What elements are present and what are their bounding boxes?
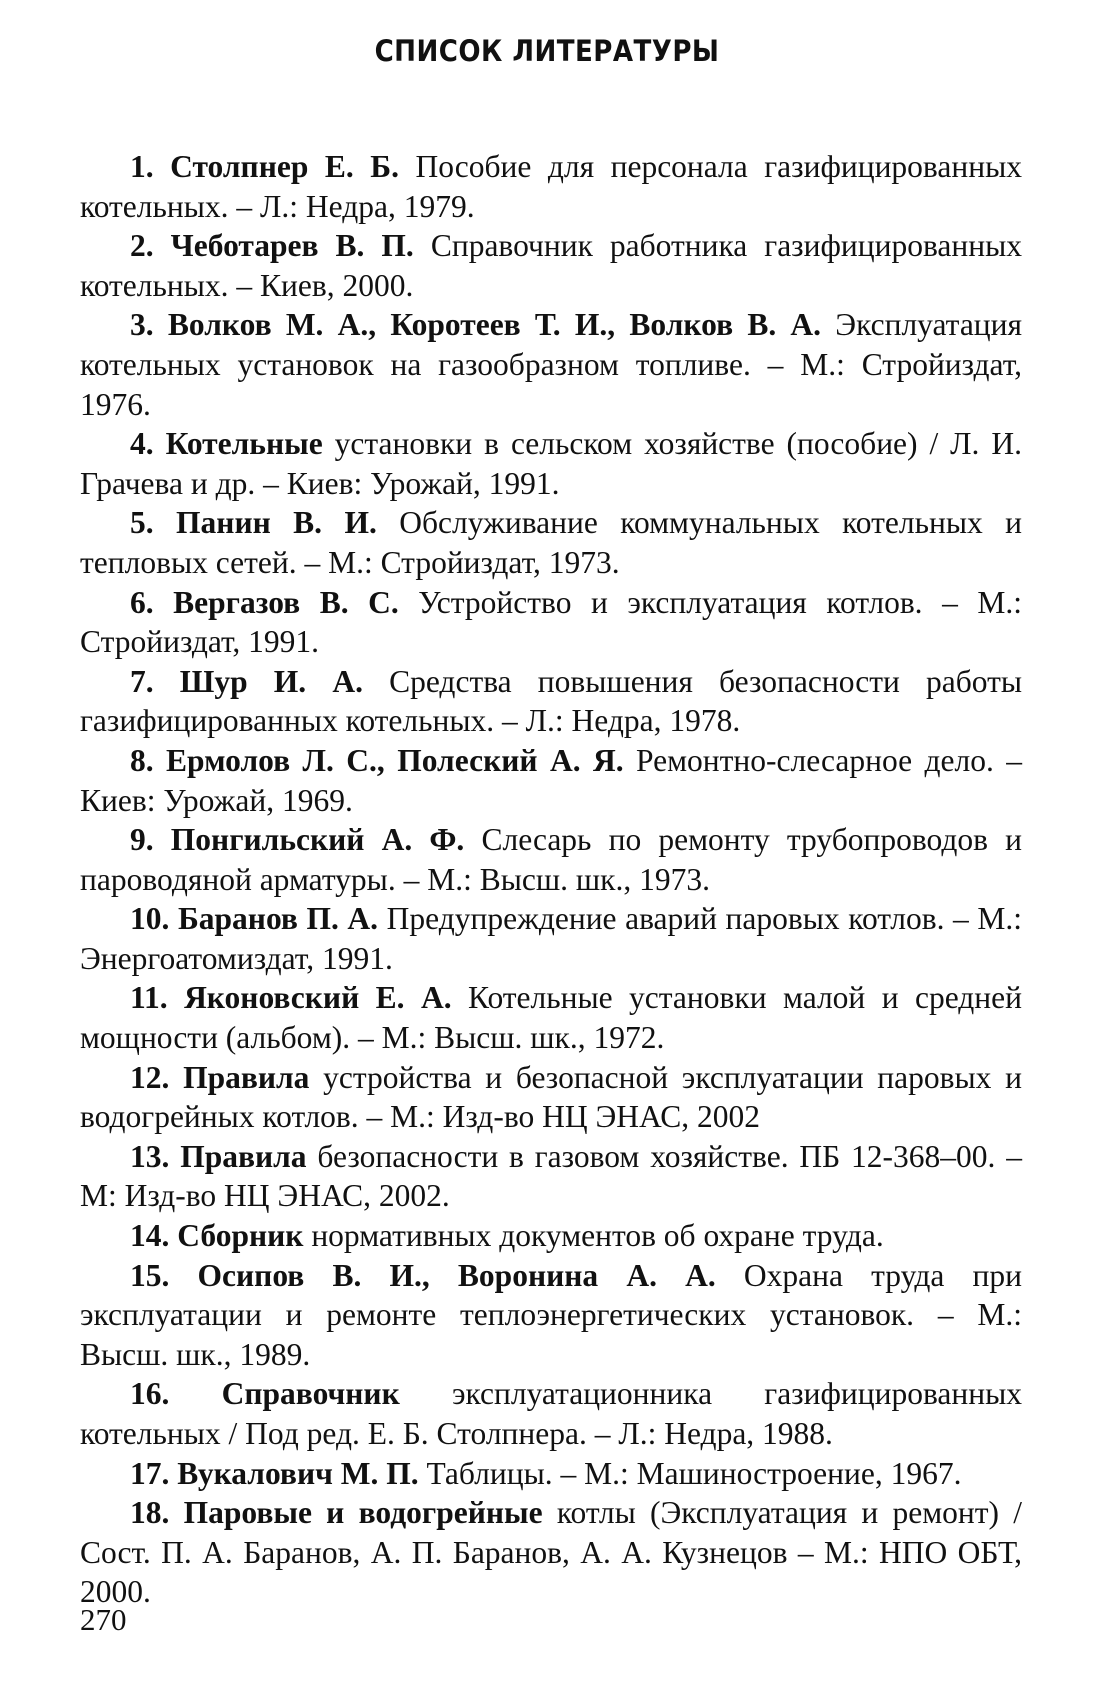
reference-text: безопасности в газовом хозяйстве. ПБ 12-368–00. – М: Изд-во НЦ ЭНАС, 2002.: [80, 1138, 1022, 1214]
reference-item: [80, 226, 1022, 305]
reference-author: Чеботарев В. П.: [170, 228, 414, 264]
reference-text: Охрана труда при эксплуатации и ремонте теплоэнергетических установок. – М.: Высш. шк., 1989.: [80, 1257, 1023, 1372]
reference-text: Предупреждение аварий паровых котлов. – М.: Энергоатомиздат, 1991.: [80, 901, 1023, 976]
reference-text: котлы (Эксплуатация и ремонт) / Сост. П. А. Баранов, А. П. Баранов, А. А. Кузнецов – М.: НПО ОБТ, 2000.: [80, 1495, 1023, 1610]
reference-number: 4.: [130, 426, 154, 462]
reference-item: [80, 1216, 1022, 1256]
reference-number: 18.: [130, 1495, 170, 1531]
reference-item: [80, 1058, 1022, 1137]
reference-author: Правила: [183, 1059, 310, 1095]
reference-text: нормативных документов об охране труда.: [311, 1218, 884, 1254]
reference-number: 9.: [130, 822, 154, 858]
reference-author: Столпнер Е. Б.: [170, 149, 399, 184]
reference-item: [80, 820, 1022, 899]
reference-number: 17.: [130, 1455, 170, 1491]
reference-text: Эксплуатация котельных установок на газообразном топливе. – М.: Стройиздат, 1976.: [80, 307, 1023, 422]
reference-author: Вергазов В. С.: [173, 584, 399, 620]
reference-author: Правила: [180, 1138, 307, 1174]
reference-number: 1.: [130, 149, 154, 184]
reference-author: Котельные: [165, 426, 323, 462]
reference-number: 14.: [130, 1218, 170, 1254]
page-heading: СПИСОК ЛИТЕРАТУРЫ: [374, 34, 720, 68]
reference-item: [80, 741, 1022, 820]
reference-number: 15.: [130, 1257, 170, 1293]
reference-text: Пособие для персонала газифицированных котельных. – Л.: Недра, 1979.: [80, 149, 1022, 224]
reference-number: 6.: [130, 584, 154, 620]
reference-text: Устройство и эксплуатация котлов. – М.: Стройиздат, 1991.: [80, 584, 1023, 660]
reference-text: Котельные установки малой и средней мощности (альбом). – М.: Высш. шк., 1972.: [80, 980, 1022, 1056]
reference-item: [80, 978, 1022, 1057]
reference-number: 7.: [130, 663, 154, 699]
reference-item: [80, 1493, 1022, 1612]
reference-item: [80, 147, 1022, 226]
reference-text: устройства и безопасной эксплуатации паровых и водогрейных котлов. – М.: Изд-во НЦ ЭНАС, 2002: [80, 1059, 1022, 1135]
reference-author: Справочник: [221, 1376, 400, 1412]
reference-author: Баранов П. А.: [177, 901, 379, 937]
reference-text: эксплуатационника газифицированных котельных / Под ред. Е. Б. Столпнера. – Л.: Недра, 1988.: [80, 1376, 1023, 1451]
reference-author: Ермолов Л. С., Полеский А. Я.: [166, 742, 624, 778]
reference-author: Яконовский Е. А.: [184, 980, 452, 1016]
reference-number: 11.: [130, 980, 168, 1016]
reference-text: Таблицы. – М.: Машиностроение, 1967.: [426, 1455, 962, 1491]
reference-number: 8.: [130, 742, 154, 778]
reference-list: [80, 147, 1022, 1612]
reference-item: [80, 899, 1022, 978]
reference-author: Волков М. А., Коротеев Т. И., Волков В. А.: [167, 307, 822, 343]
reference-item: [80, 583, 1022, 662]
reference-item: [80, 662, 1022, 741]
reference-author: Понгильский А. Ф.: [170, 822, 465, 858]
reference-item: [80, 305, 1022, 424]
reference-item: [80, 1374, 1022, 1453]
reference-number: 3.: [130, 307, 154, 343]
page-number: 270: [80, 1602, 127, 1637]
reference-item: [80, 503, 1022, 582]
reference-author: Панин В. И.: [176, 505, 377, 541]
reference-number: 5.: [130, 505, 154, 541]
reference-number: 10.: [130, 901, 170, 937]
reference-number: 13.: [130, 1138, 170, 1174]
reference-number: 2.: [130, 228, 154, 264]
reference-author: Сборник: [177, 1218, 304, 1254]
reference-author: Осипов В. И., Воронина А. А.: [197, 1257, 716, 1293]
reference-author: Паровые и водогрейные: [183, 1495, 543, 1531]
reference-text: Ремонтно-слесарное дело. – Киев: Урожай, 1969.: [80, 742, 1022, 818]
reference-number: 16.: [130, 1376, 170, 1412]
reference-number: 12.: [130, 1059, 170, 1095]
reference-text: Справочник работника газифицированных котельных. – Киев, 2000.: [80, 228, 1023, 303]
reference-author: Вукалович М. П.: [177, 1455, 419, 1491]
reference-item: [80, 1454, 1022, 1494]
reference-text: установки в сельском хозяйстве (пособие) / Л. И. Грачева и др. – Киев: Урожай, 1991.: [80, 426, 1022, 501]
reference-text: Обслуживание коммунальных котельных и тепловых сетей. – М.: Стройиздат, 1973.: [80, 505, 1023, 580]
reference-text: Слесарь по ремонту трубопроводов и пароводяной арматуры. – М.: Высш. шк., 1973.: [80, 822, 1023, 897]
reference-author: Шур И. А.: [179, 663, 363, 699]
reference-item: [80, 424, 1022, 503]
reference-text: Средства повышения безопасности работы газифицированных котельных. – Л.: Недра, 1978.: [80, 663, 1023, 739]
reference-item: [80, 1256, 1022, 1375]
reference-item: [80, 1137, 1022, 1216]
